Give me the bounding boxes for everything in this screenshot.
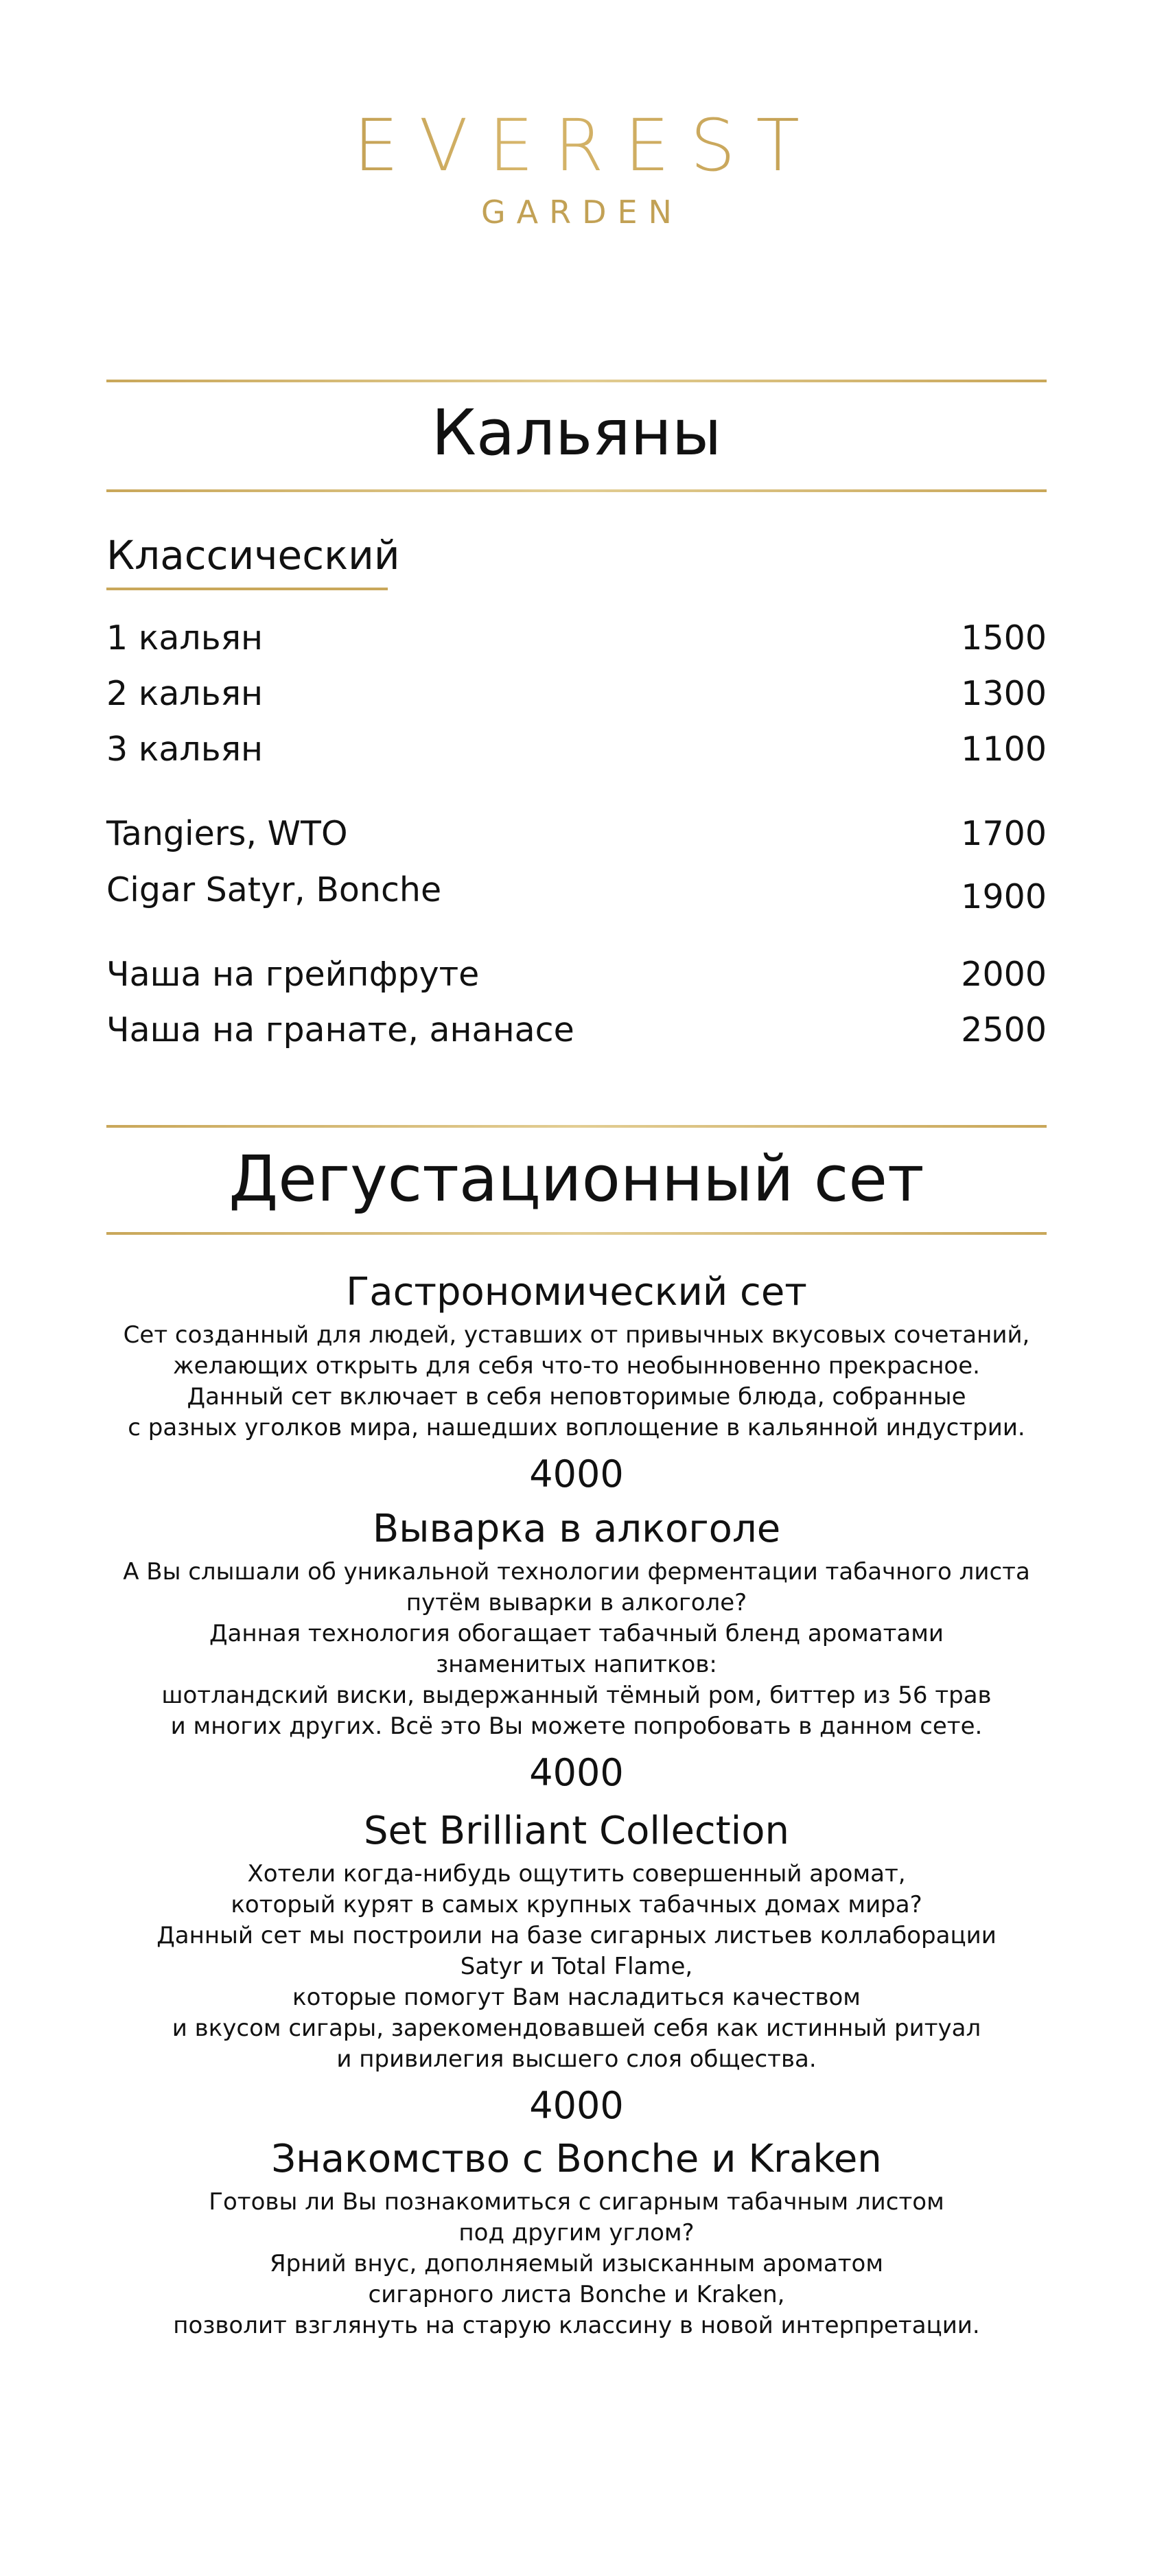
set-description-line: Satyr и Total Flame,: [460, 1953, 693, 1980]
item-name: Чаша на гранате, ананасе: [106, 1010, 574, 1049]
set-description-line: и многих других. Всё это Вы можете попробовать в данном сете.: [170, 1713, 983, 1740]
price-row: [106, 1010, 1047, 1049]
item-price: 1100: [961, 730, 1047, 769]
tasting-set: [0, 2137, 1153, 2341]
divider: [106, 380, 1047, 382]
set-description-line: который курят в самых крупных табачных домах мира?: [231, 1891, 922, 1918]
divider: [106, 489, 1047, 492]
set-description-line: знаменитых напитков:: [436, 1651, 717, 1678]
item-price: 2500: [961, 1010, 1047, 1049]
divider: [106, 1232, 1047, 1235]
set-description-line: шотландский виски, выдержанный тёмный ром, биттер из 56 трав: [161, 1682, 992, 1709]
price-row: [106, 814, 1047, 853]
tasting-set: [0, 1270, 1153, 1496]
tasting-set: [0, 1809, 1153, 2127]
item-name: 2 кальян: [106, 674, 264, 713]
item-price: 1500: [961, 618, 1047, 658]
subhead-underline: [106, 588, 388, 590]
set-title: Знакомство с Bonche и Kraken: [271, 2137, 882, 2181]
set-description-line: и привилегия высшего слоя общества.: [336, 2045, 817, 2073]
set-title: Set Brilliant Collection: [364, 1809, 789, 1853]
price-row: [106, 730, 1047, 769]
item-name: Tangiers, WTO: [106, 814, 348, 853]
set-description-line: Данная технология обогащает табачный бленд ароматами: [209, 1620, 944, 1647]
set-description-line: желающих открыть для себя что-то необынновенно прекрасное.: [173, 1352, 980, 1380]
set-description-line: позволит взглянуть на старую классину в новой интерпретации.: [173, 2312, 980, 2339]
set-price: 4000: [529, 2084, 624, 2127]
price-row: [106, 674, 1047, 713]
section-title-hookahs: Кальяны: [431, 396, 722, 469]
price-row: [106, 870, 1047, 916]
set-price: 4000: [529, 1751, 624, 1794]
set-description-line: под другим углом?: [458, 2219, 695, 2247]
item-price: 1700: [961, 814, 1047, 853]
set-title: Гастрономический сет: [346, 1270, 807, 1314]
set-price: 4000: [529, 1452, 624, 1496]
subhead-classic: Классический: [106, 532, 400, 579]
tasting-set: [0, 1507, 1153, 1794]
set-description-line: сигарного листа Bonche и Kraken,: [368, 2281, 785, 2308]
item-name: Чаша на грейпфруте: [106, 955, 480, 994]
set-description-line: Данный сет мы построили на базе сигарных листьев коллаборации: [156, 1922, 997, 1949]
item-name: 1 кальян: [106, 618, 264, 658]
section-title-tasting: Дегустационный сет: [229, 1142, 924, 1216]
set-description-line: А Вы слышали об уникальной технологии ферментации табачного листа: [123, 1558, 1030, 1586]
divider: [106, 1125, 1047, 1128]
set-title: Выварка в алкоголе: [372, 1507, 781, 1551]
price-row: [106, 618, 1047, 658]
set-description-line: Сет созданный для людей, уставших от привычных вкусовых сочетаний,: [123, 1321, 1030, 1349]
logo-title: EVEREST: [0, 110, 1153, 181]
set-description-line: Хотели когда-нибудь ощутить совершенный аромат,: [247, 1860, 906, 1888]
set-description-line: с разных уголков мира, нашедших воплощение в кальянной индустрии.: [128, 1414, 1025, 1441]
item-price: 1300: [961, 674, 1047, 713]
set-description-line: Готовы ли Вы познакомиться с сигарным табачным листом: [209, 2188, 944, 2216]
set-description-line: путём выварки в алкоголе?: [406, 1589, 747, 1616]
logo-subtitle: GARDEN: [481, 194, 683, 231]
item-name: 3 кальян: [106, 730, 264, 769]
logo: [0, 104, 1153, 231]
price-row: [106, 955, 1047, 994]
set-description-line: Ярний внус, дополняемый изысканным ароматом: [269, 2250, 883, 2277]
set-description-line: Данный сет включает в себя неповторимые блюда, собранные: [187, 1383, 966, 1411]
item-name: Cigar Satyr, Bonche: [106, 870, 442, 909]
set-description-line: и вкусом сигары, зарекомендовавшей себя как истинный ритуал: [172, 2015, 981, 2042]
item-price: 2000: [961, 955, 1047, 994]
item-price: 1900: [961, 877, 1047, 916]
set-description-line: которые помогут Вам насладиться качеством: [292, 1984, 861, 2011]
